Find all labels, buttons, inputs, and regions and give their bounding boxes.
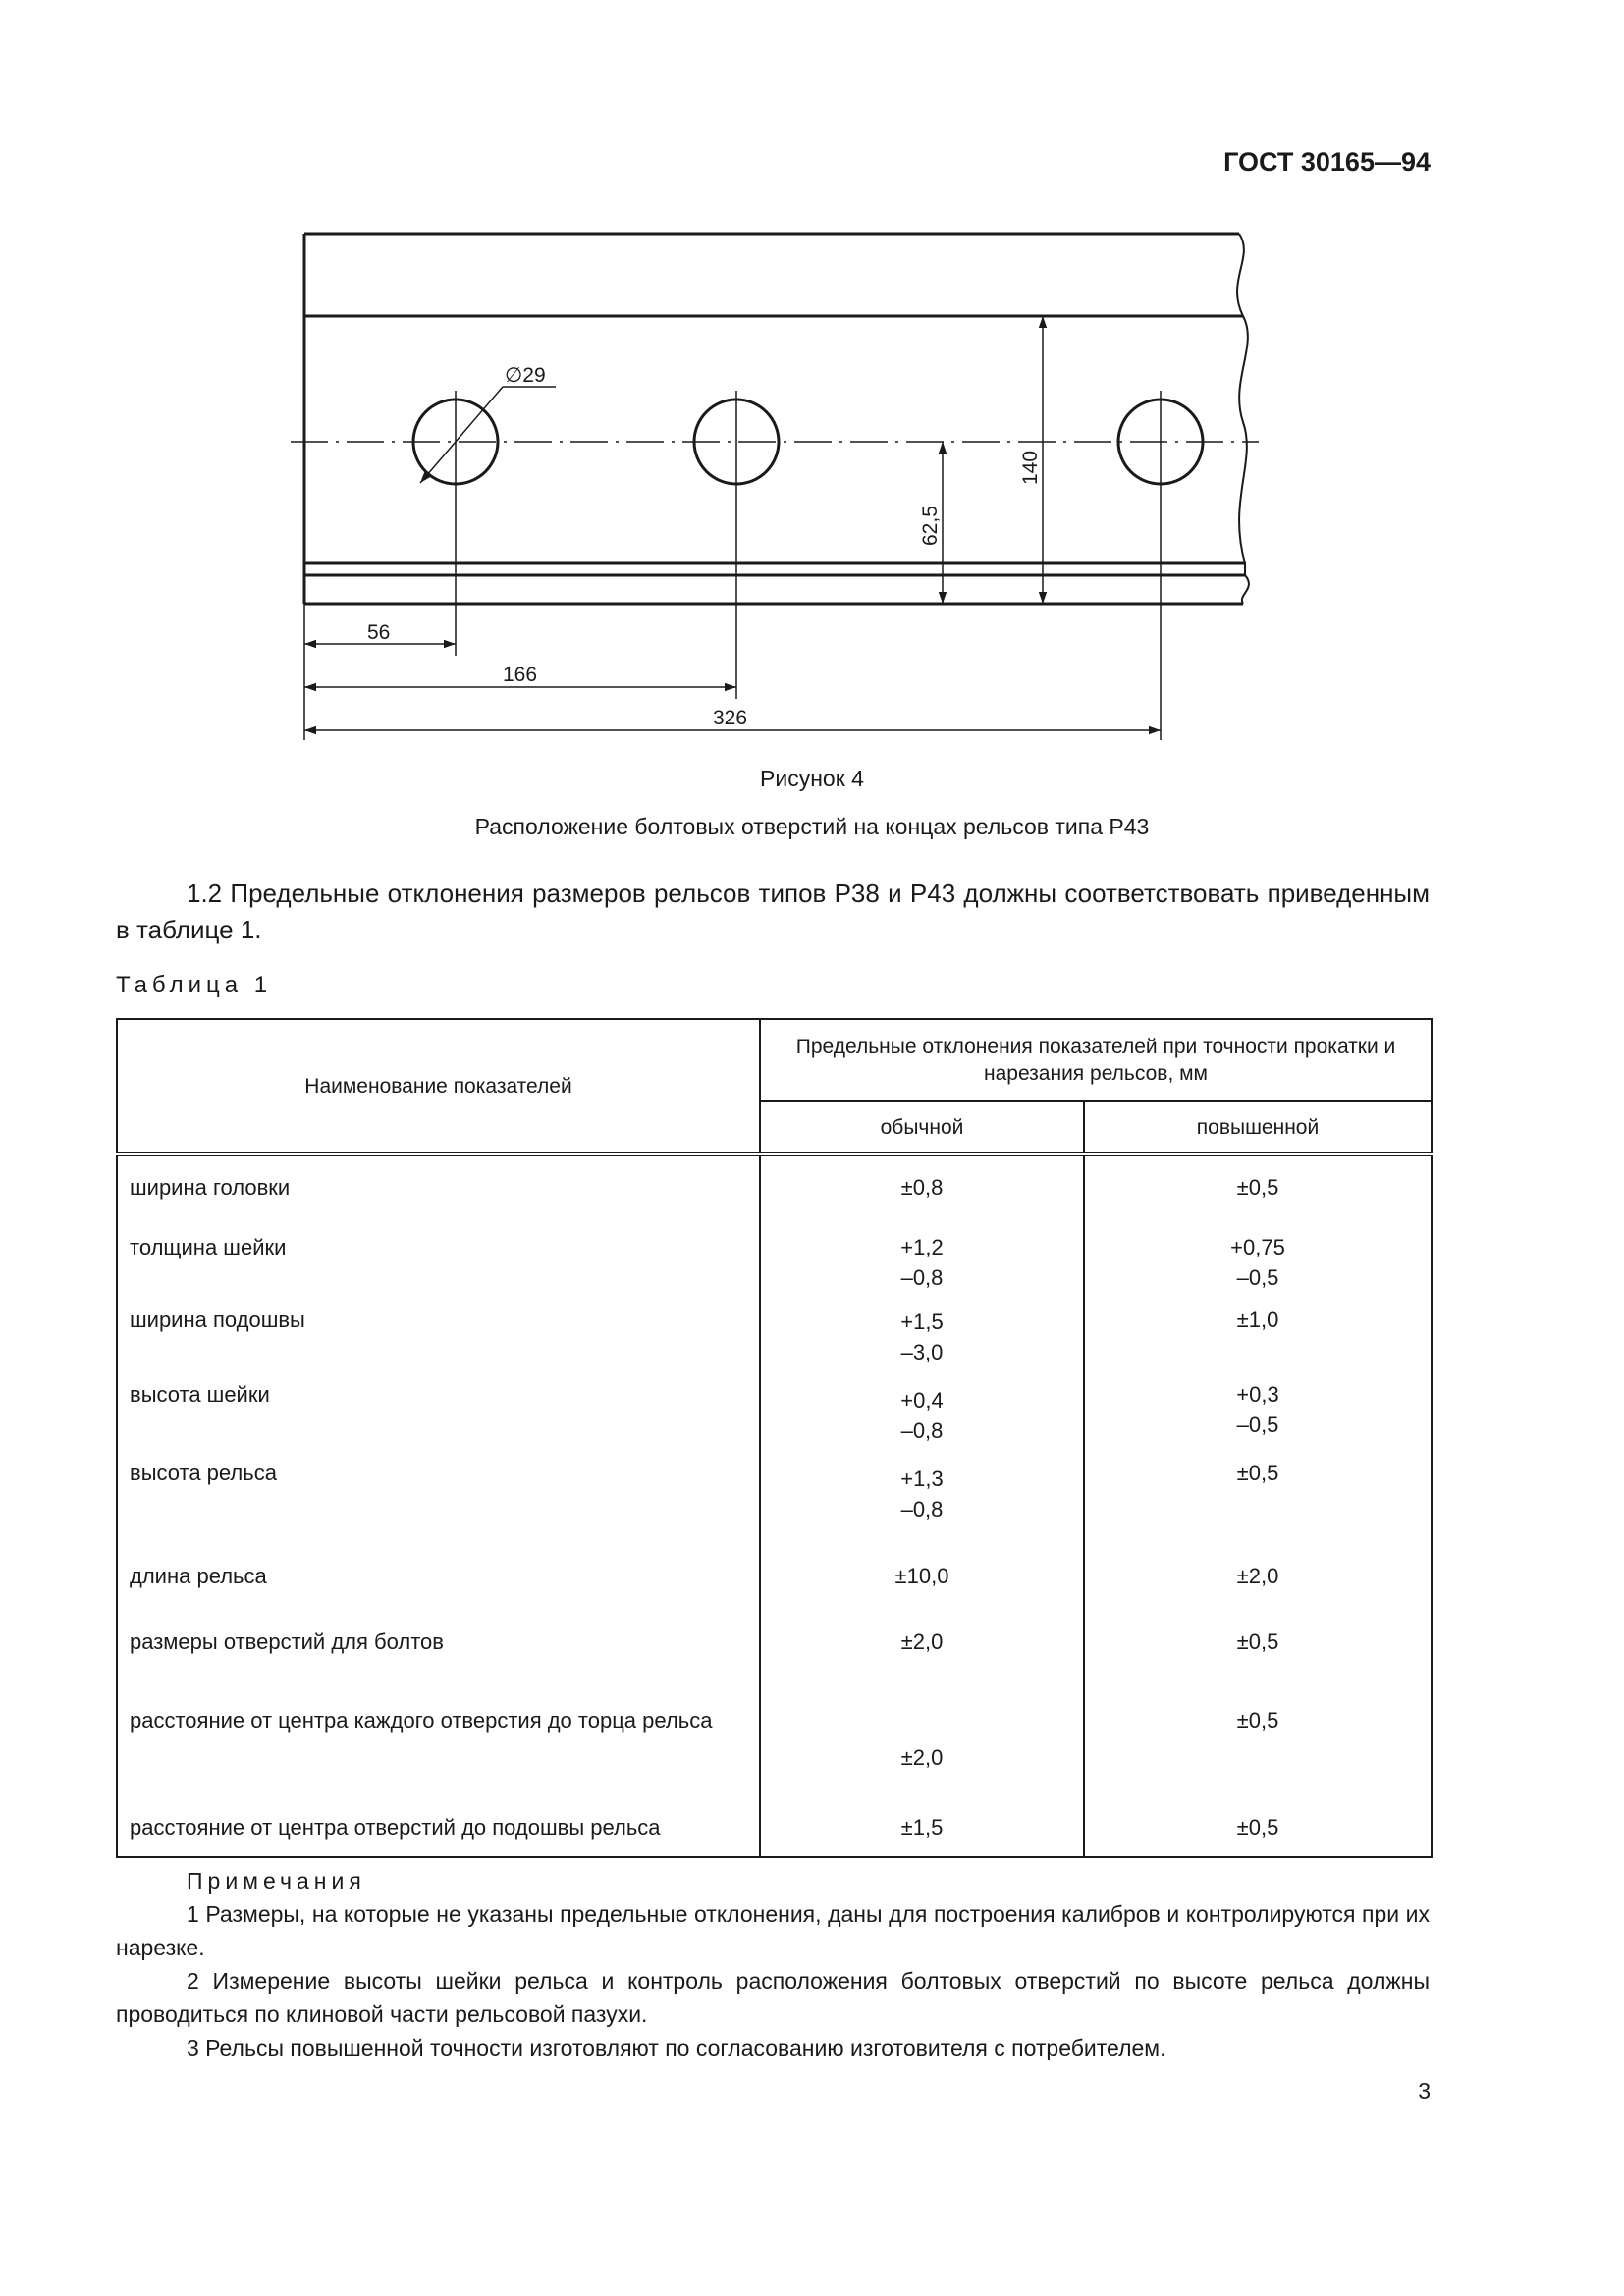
dim-56-label: 56	[367, 621, 391, 644]
note-3: 3 Рельсы повышенной точности изготовляют по согласованию изготовителя с потребителем.	[187, 2035, 1166, 2060]
header-indicator-name: Наименование показателей	[117, 1019, 760, 1154]
dim-326-label: 326	[713, 707, 748, 729]
row-value-normal	[760, 1154, 1084, 1218]
table-label: Таблица 1	[116, 972, 273, 998]
row-value-high	[1084, 1218, 1432, 1293]
document-code: ГОСТ 30165—94	[1223, 147, 1431, 177]
tolerance-value: +0,75	[1230, 1235, 1285, 1259]
row-indicator-name: размеры отверстий для болтов	[117, 1613, 760, 1691]
dim-62-5-label: 62,5	[919, 506, 942, 546]
tolerance-value: ±1,0	[1236, 1308, 1279, 1332]
notes-title: Примечания	[187, 1868, 366, 1894]
tolerance-value: ±10,0	[894, 1564, 949, 1588]
dim-166-label: 166	[503, 664, 538, 686]
note-1: 1 Размеры, на которые не указаны предельные отклонения, даны для построения калибров и контролируются при их нарезке.	[116, 1901, 1430, 1960]
tolerance-value: +0,4	[900, 1388, 944, 1413]
dim-diameter-label: ∅29	[505, 364, 546, 387]
table-row	[117, 1154, 1432, 1218]
row-value-high	[1084, 1293, 1432, 1367]
row-value-normal	[760, 1541, 1084, 1613]
row-value-normal	[760, 1446, 1084, 1541]
note-2: 2 Измерение высоты шейки рельса и контроль расположения болтовых отверстий по высоте рельса должны проводиться по клиновой части рельсовой пазухи.	[116, 1968, 1430, 2027]
paragraph-1-2: 1.2 Предельные отклонения размеров рельсов типов Р38 и Р43 должны соответствовать приведенным в таблице 1.	[116, 879, 1430, 944]
table-row	[117, 1691, 1432, 1802]
row-value-high	[1084, 1154, 1432, 1218]
tolerance-value: +1,2	[900, 1235, 944, 1259]
row-indicator-name: ширина головки	[117, 1154, 760, 1218]
row-indicator-name: толщина шейки	[117, 1218, 760, 1293]
table-row	[117, 1218, 1432, 1293]
row-indicator-name: расстояние от центра отверстий до подошвы рельса	[117, 1802, 760, 1857]
figure-number: Рисунок 4	[760, 766, 864, 791]
header-deviations-group: Предельные отклонения показателей при точности прокатки и нарезания рельсов, мм	[760, 1019, 1432, 1101]
tolerance-value: ±0,5	[1236, 1175, 1279, 1200]
header-normal-accuracy: обычной	[760, 1101, 1084, 1154]
table-row	[117, 1367, 1432, 1446]
row-value-high	[1084, 1367, 1432, 1446]
row-value-high	[1084, 1691, 1432, 1802]
tolerance-value: –0,8	[900, 1265, 944, 1290]
row-indicator-name: высота рельса	[117, 1446, 760, 1541]
row-value-normal	[760, 1218, 1084, 1293]
row-value-high	[1084, 1541, 1432, 1613]
tolerance-value: ±0,5	[1236, 1708, 1279, 1733]
table-row	[117, 1802, 1432, 1857]
row-value-high	[1084, 1802, 1432, 1857]
header-high-accuracy: повышенной	[1084, 1101, 1432, 1154]
row-value-normal	[760, 1613, 1084, 1691]
row-indicator-name: расстояние от центра каждого отверстия до торца рельса	[117, 1691, 760, 1802]
tolerance-value: +0,3	[1236, 1382, 1279, 1407]
table-row	[117, 1293, 1432, 1367]
tolerance-value: –0,8	[900, 1418, 944, 1443]
table-row	[117, 1613, 1432, 1691]
row-value-normal	[760, 1802, 1084, 1857]
tolerance-value: ±0,5	[1236, 1815, 1279, 1840]
row-indicator-name: ширина подошвы	[117, 1293, 760, 1367]
notes-block	[116, 1864, 1430, 2064]
row-value-normal	[760, 1367, 1084, 1446]
tolerance-value: –0,5	[1236, 1265, 1279, 1290]
table-row	[117, 1446, 1432, 1541]
tolerance-value: –3,0	[900, 1340, 944, 1364]
tolerance-value: ±1,5	[900, 1815, 944, 1840]
row-value-high	[1084, 1446, 1432, 1541]
tolerance-value: ±0,5	[1236, 1461, 1279, 1485]
rail-drawing	[0, 0, 1624, 785]
tolerance-value: ±2,0	[900, 1745, 944, 1770]
row-indicator-name: длина рельса	[117, 1541, 760, 1613]
row-value-high	[1084, 1613, 1432, 1691]
tolerance-value: +1,5	[900, 1309, 944, 1334]
tolerance-value: –0,5	[1236, 1413, 1279, 1437]
tolerance-value: ±0,8	[900, 1175, 944, 1200]
tolerance-value: ±0,5	[1236, 1629, 1279, 1654]
dim-140-label: 140	[1019, 450, 1042, 485]
tolerance-value: –0,8	[900, 1497, 944, 1522]
tolerance-value: ±2,0	[900, 1629, 944, 1654]
row-value-normal	[760, 1293, 1084, 1367]
page-number: 3	[1418, 2078, 1431, 2104]
table-row	[117, 1541, 1432, 1613]
break-line	[1237, 234, 1249, 604]
tolerance-value: ±2,0	[1236, 1564, 1279, 1588]
row-value-normal	[760, 1691, 1084, 1802]
figure-title: Расположение болтовых отверстий на концах рельсов типа Р43	[474, 814, 1150, 839]
row-indicator-name: высота шейки	[117, 1367, 760, 1446]
tolerance-value: +1,3	[900, 1467, 944, 1491]
tolerance-table	[116, 1018, 1433, 1858]
